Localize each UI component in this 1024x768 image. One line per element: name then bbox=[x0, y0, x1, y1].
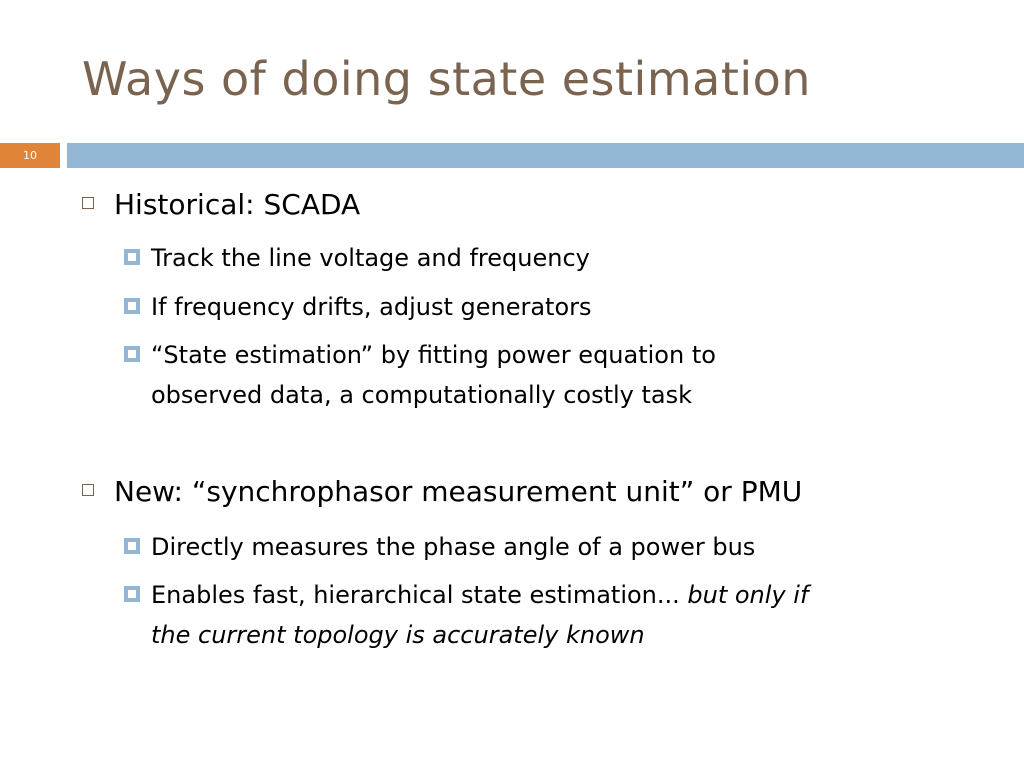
filled-square-bullet-icon bbox=[124, 298, 140, 314]
filled-square-bullet-icon bbox=[124, 346, 140, 362]
hollow-square-bullet-icon bbox=[82, 197, 94, 209]
bullet-new-pmu bbox=[82, 475, 802, 508]
sub-bullet-fast-estimation bbox=[124, 575, 808, 655]
sub-bullet-track-voltage bbox=[124, 238, 590, 278]
sub-bullet-text-line2: observed data, a computationally costly task bbox=[151, 381, 693, 409]
sub-bullet-text-line2: the current topology is accurately known bbox=[151, 621, 645, 649]
filled-square-bullet-icon bbox=[124, 249, 140, 265]
sub-bullet-phase-angle bbox=[124, 527, 755, 567]
filled-square-bullet-icon bbox=[124, 538, 140, 554]
sub-bullet-italic-text: but only if bbox=[687, 581, 809, 609]
slide-number: 10 bbox=[0, 143, 60, 168]
sub-bullet-text: If frequency drifts, adjust generators bbox=[151, 293, 592, 321]
sub-bullet-state-estimation bbox=[124, 335, 716, 415]
bullet-text: New: “synchrophasor measurement unit” or PMU bbox=[114, 475, 803, 508]
sub-bullet-plain-text: Enables fast, hierarchical state estimation... bbox=[151, 581, 688, 609]
slide-title: Ways of doing state estimation bbox=[82, 52, 811, 106]
hollow-square-bullet-icon bbox=[82, 484, 94, 496]
filled-square-bullet-icon bbox=[124, 586, 140, 602]
sub-bullet-text: Directly measures the phase angle of a power bus bbox=[151, 533, 756, 561]
sub-bullet-adjust-generators bbox=[124, 287, 592, 327]
sub-bullet-text: Track the line voltage and frequency bbox=[151, 244, 590, 272]
sub-bullet-text-line1 bbox=[151, 575, 808, 615]
bullet-text: Historical: SCADA bbox=[114, 188, 361, 221]
bullet-historical-scada bbox=[82, 188, 360, 221]
sub-bullet-text-line1: “State estimation” by fitting power equation to bbox=[151, 341, 716, 369]
